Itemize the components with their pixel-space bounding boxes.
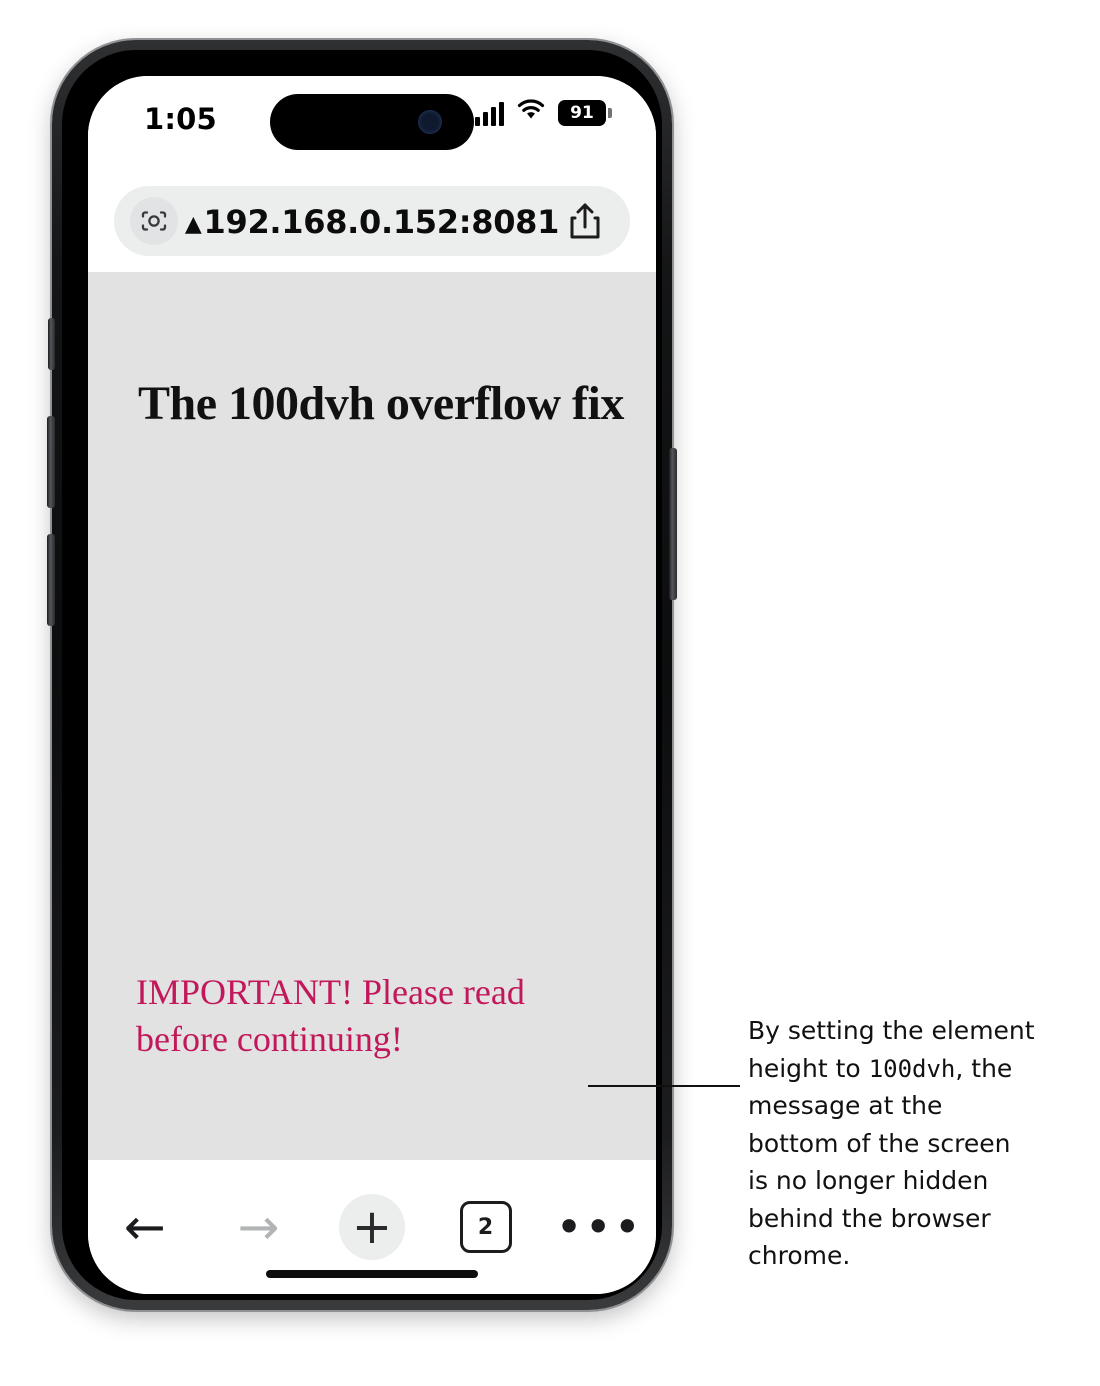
volume-down-button[interactable] — [47, 534, 55, 626]
status-bar — [88, 76, 656, 172]
phone-screen — [88, 76, 656, 1294]
front-camera-icon — [418, 110, 442, 134]
tabs-button[interactable] — [429, 1182, 543, 1272]
page-title: The 100dvh overflow fix — [138, 377, 624, 431]
browser-bottom-toolbar — [88, 1160, 656, 1294]
annotation-text — [748, 1012, 1038, 1275]
annotation-code: 100dvh — [868, 1054, 956, 1083]
status-icons — [475, 98, 612, 127]
url-text: 192.168.0.152:8081 — [203, 203, 560, 241]
home-indicator — [266, 1270, 478, 1278]
browser-address-bar[interactable] — [88, 172, 656, 272]
annotation-leader-line — [588, 1085, 740, 1087]
address-pill[interactable] — [114, 186, 630, 256]
silent-switch[interactable] — [48, 318, 55, 370]
volume-up-button[interactable] — [47, 416, 55, 508]
more-button[interactable] — [542, 1182, 656, 1272]
phone-mockup — [52, 40, 672, 1310]
power-button[interactable] — [669, 448, 677, 600]
wifi-icon — [516, 98, 546, 127]
plus-icon: + — [339, 1194, 405, 1260]
status-time: 1:05 — [144, 102, 217, 136]
back-arrow-icon: ← — [123, 1198, 166, 1256]
back-button[interactable] — [88, 1182, 202, 1272]
ellipsis-icon: ••• — [555, 1199, 643, 1254]
battery-icon: 91 — [558, 100, 606, 126]
forward-arrow-icon: → — [237, 1198, 280, 1256]
forward-button[interactable] — [202, 1182, 316, 1272]
dynamic-island — [270, 94, 474, 150]
battery-tip-icon — [608, 108, 612, 118]
url-text-container[interactable] — [114, 203, 630, 241]
tab-count-icon: 2 — [460, 1201, 512, 1253]
annotation-text-before: By setting the element height to — [748, 1016, 1035, 1083]
phone-bezel — [62, 50, 662, 1300]
web-page-viewport — [88, 272, 656, 1160]
important-message: IMPORTANT! Please read before continuing! — [136, 971, 525, 1060]
share-icon[interactable] — [564, 200, 606, 244]
new-tab-button[interactable] — [315, 1182, 429, 1272]
annotation-text-after: , the message at the bottom of the screen is no longer hidden behind the browser chrome. — [748, 1053, 1013, 1270]
cellular-signal-icon — [475, 100, 504, 126]
aa-icon: ▲ — [184, 212, 202, 237]
